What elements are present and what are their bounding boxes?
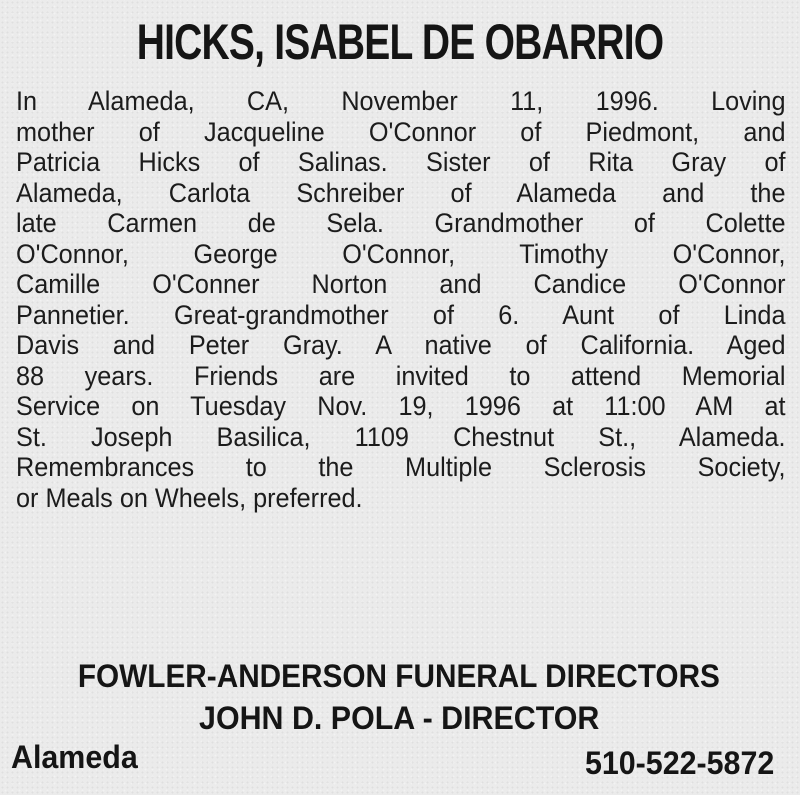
obituary-body bbox=[16, 86, 786, 513]
obituary-line: or Meals on Wheels, preferred. bbox=[16, 482, 363, 513]
deceased-name-heading: HICKS, ISABEL DE OBARRIO bbox=[136, 14, 664, 70]
obituary-line: Patricia Hicks of Salinas. Sister of Rita Gray of bbox=[16, 147, 786, 177]
obituary-line: In Alameda, CA, November 11, 1996. Loving bbox=[16, 86, 786, 116]
obituary-line: mother of Jacqueline O'Connor of Piedmont, and bbox=[16, 116, 786, 147]
obituary-line: late Carmen de Sela. Grandmother of Colette bbox=[16, 208, 786, 238]
funeral-home-phone: 510-522-5872 bbox=[584, 745, 774, 781]
obituary-line: Pannetier. Great-grandmother of 6. Aunt of Linda bbox=[16, 299, 786, 330]
obituary-line: Remembrances to the Multiple Sclerosis Society, bbox=[16, 452, 786, 482]
funeral-home-name: FOWLER-ANDERSON FUNERAL DIRECTORS bbox=[77, 658, 720, 694]
obituary-line: St. Joseph Basilica, 1109 Chestnut St., Alameda. bbox=[16, 421, 786, 452]
obituary-line: Service on Tuesday Nov. 19, 1996 at 11:00 AM at bbox=[16, 391, 786, 421]
obituary-line: Camille O'Conner Norton and Candice O'Connor bbox=[16, 269, 786, 299]
obituary-line: Davis and Peter Gray. A native of California. Aged bbox=[16, 330, 786, 360]
funeral-home-city: Alameda bbox=[11, 739, 138, 775]
obituary-line: O'Connor, George O'Connor, Timothy O'Connor, bbox=[16, 238, 786, 269]
obituary-line: 88 years. Friends are invited to attend Memorial bbox=[16, 360, 786, 391]
funeral-director-name: JOHN D. POLA - DIRECTOR bbox=[199, 700, 600, 736]
obituary-line: Alameda, Carlota Schreiber of Alameda and the bbox=[16, 177, 786, 208]
